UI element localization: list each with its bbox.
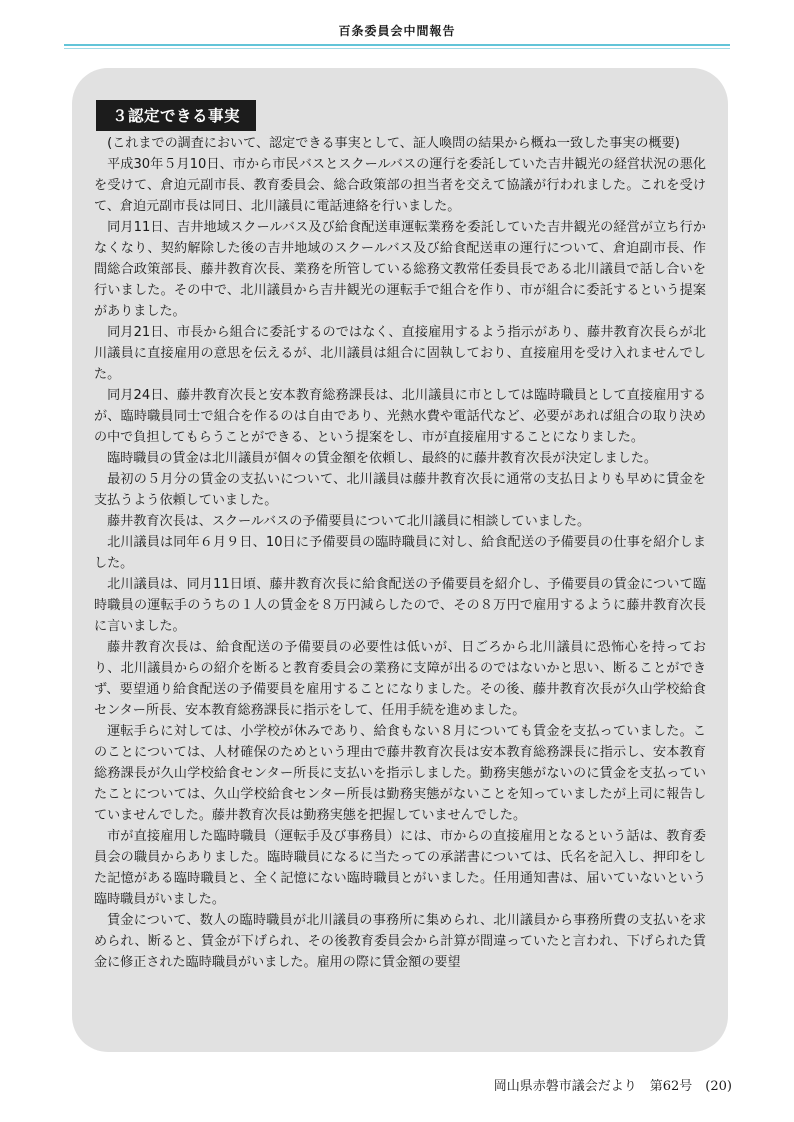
paragraph: 運転手らに対しては、小学校が休みであり、給食もない８月についても賃金を支払っていました。このことについては、人材確保のためという理由で藤井教育次長は安本教育総務課長に指示し、安本教育総務課長が久山学校給食センター所長に支払いを指示しました。勤務実態がないのに賃金を支払っていたことについては、久山学校給食センター所長は勤務実態がないことを知っていましたが上司に報告していませんでした。藤井教育次長は勤務実態を把握していませんでした。	[94, 724, 706, 823]
paragraph: 同月24日、藤井教育次長と安本教育総務課長は、北川議員に市としては臨時職員として直接雇用するが、臨時職員同士で組合を作るのは自由であり、光熱水費や電話代など、必要があれば組合の取り決めの中で負担してもらうことができる、という提案をし、市が直接雇用することになりました。	[94, 388, 706, 445]
paragraph: 平成30年５月10日、市から市民バスとスクールバスの運行を委託していた吉井観光の経営状況の悪化を受けて、倉迫元副市長、教育委員会、総合政策部の担当者を交えて協議が行われました。これを受けて、倉迫元副市長は同日、北川議員に電話連絡を行いました。	[94, 157, 706, 214]
header-rule	[64, 44, 730, 46]
paragraph: 臨時職員の賃金は北川議員が個々の賃金額を依頼し、最終的に藤井教育次長が決定しました。	[107, 451, 658, 466]
paragraph: 同月21日、市長から組合に委託するのではなく、直接雇用するよう指示があり、藤井教育次長らが北川議員に直接雇用の意思を伝えるが、北川議員は組合に固執しており、直接雇用を受け入れませんでした。	[94, 325, 706, 382]
paragraph: 藤井教育次長は、スクールバスの予備要員について北川議員に相談していました。	[107, 514, 591, 529]
paragraph: 賃金について、数人の臨時職員が北川議員の事務所に集められ、北川議員から事務所費の支払いを求められ、断ると、賃金が下げられ、その後教育委員会から計算が間違っていたと言われ、下げられた賃金に修正された臨時職員がいました。雇用の際に賃金額の要望	[94, 913, 706, 970]
paragraph: 藤井教育次長は、給食配送の予備要員の必要性は低いが、日ごろから北川議員に恐怖心を持っており、北川議員からの紹介を断ると教育委員会の業務に支障が出るのではないかと思い、断ることができず、要望通り給食配送の予備要員を雇用することになりました。その後、藤井教育次長が久山学校給食センター所長、安本教育総務課長に指示をして、任用手続を進めました。	[94, 640, 706, 718]
paragraph: 北川議員は、同月11日頃、藤井教育次長に給食配送の予備要員を紹介し、予備要員の賃金について臨時職員の運転手のうちの１人の賃金を８万円減らしたので、その８万円で雇用するように藤井教育次長に言いました。	[94, 577, 706, 634]
header-rule-thin	[64, 48, 730, 49]
paragraph: 同月11日、吉井地域スクールバス及び給食配送車運転業務を委託していた吉井観光の経営が立ち行かなくなり、契約解除した後の吉井地域のスクールバス及び給食配送車の運行について、倉迫副市長、作間総合政策部長、藤井教育次長、業務を所管している総務文教常任委員長である北川議員で話し合いを行いました。その中で、北川議員から吉井観光の運転手で組合を作り、市が組合に委託するという提案がありました。	[94, 220, 706, 319]
paragraph: 市が直接雇用した臨時職員（運転手及び事務員）には、市からの直接雇用となるという話は、教育委員会の職員からありました。臨時職員になるに当たっての承諾書については、氏名を記入し、押印をした記憶がある臨時職員と、全く記憶にない臨時職員とがいました。任用通知書は、届いていないという臨時職員がいました。	[94, 829, 706, 907]
paragraph: 最初の５月分の賃金の支払いについて、北川議員は藤井教育次長に通常の支払日よりも早めに賃金を支払うよう依頼していました。	[94, 472, 706, 508]
header-title: 百条委員会中間報告	[338, 24, 456, 38]
content-panel	[72, 68, 728, 1052]
section-heading: ３認定できる事実	[96, 100, 256, 131]
paragraph-intro: (これまでの調査において、認定できる事実として、証人喚問の結果から概ね一致した事実の概要)	[107, 136, 680, 151]
footer-issue: 岡山県赤磐市議会だより 第62号 (20)	[493, 1079, 732, 1094]
paragraph: 北川議員は同年６月９日、10日に予備要員の臨時職員に対し、給食配送の予備要員の仕事を紹介しました。	[94, 535, 706, 571]
